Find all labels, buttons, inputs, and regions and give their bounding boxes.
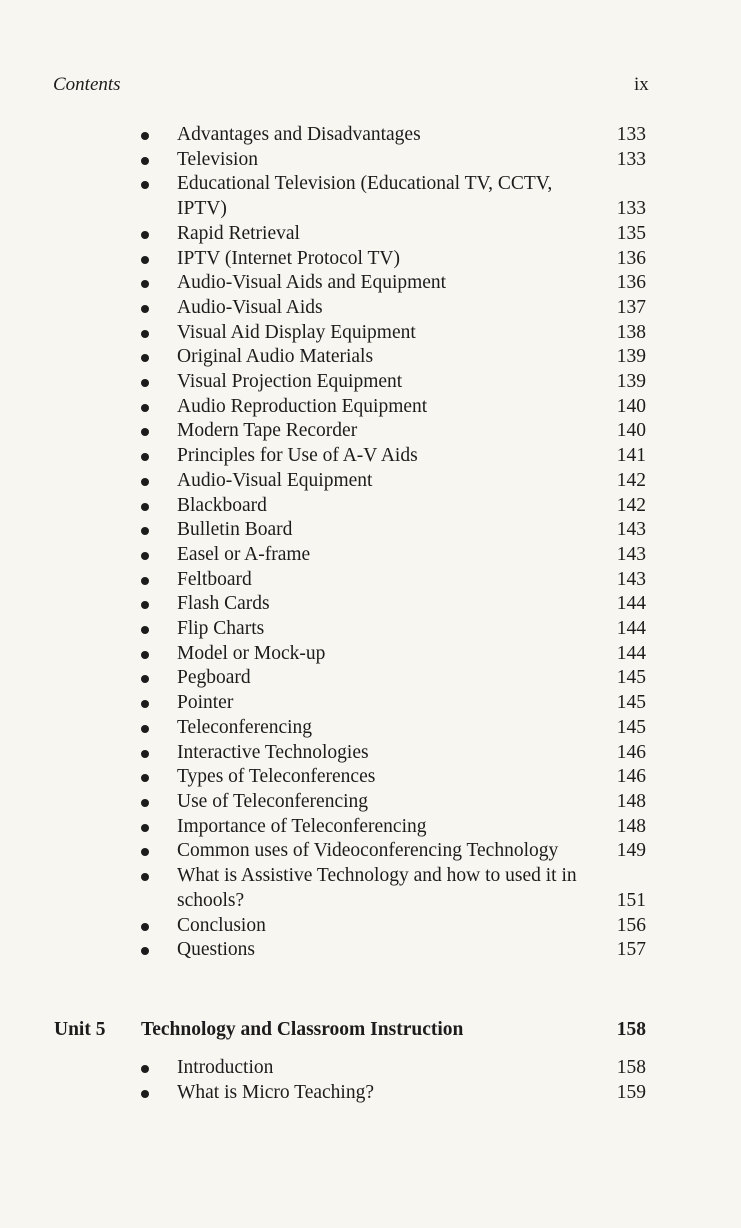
toc-entry-title: Types of Teleconferences [177,766,376,788]
toc-entry-title: Audio-Visual Aids and Equipment [177,272,447,294]
toc-entry-page: 136 [616,272,646,294]
unit-number: Unit 5 [54,1019,106,1040]
toc-entry-page: 149 [616,840,646,862]
toc-entry-page: 158 [616,1057,646,1078]
toc-entry-title: Visual Projection Equipment [177,371,403,393]
toc-entry [0,370,741,395]
bullet-icon [141,601,149,609]
toc-entry [0,617,741,642]
running-header-title: Contents [53,74,121,95]
toc-entry-title: Rapid Retrieval [177,222,300,244]
bullet-icon [141,527,149,535]
unit-toc-list [0,1056,741,1105]
toc-entry-title: Educational Television (Educational TV, CCTV, IPTV) [177,173,553,220]
bullet-icon [141,675,149,683]
bullet-icon [141,947,149,955]
toc-entry-page: 144 [616,618,646,640]
unit-title: Technology and Classroom Instruction [141,1019,464,1040]
toc-entry [0,444,741,469]
bullet-icon [141,873,149,881]
toc-entry [0,222,741,247]
toc-entry [0,864,741,913]
toc-entry-title: Common uses of Videoconferencing Technology [177,840,559,862]
bullet-icon [141,503,149,511]
toc-entry-title: Original Audio Materials [177,346,374,368]
toc-entry [0,172,741,221]
bullet-icon [141,552,149,560]
toc-entry-page: 142 [616,494,646,516]
toc-entry-title: Feltboard [177,568,252,590]
toc-entry-page: 139 [616,346,646,368]
bullet-icon [141,330,149,338]
toc-entry-page: 139 [616,371,646,393]
toc-entry-title: Flip Charts [177,618,265,640]
toc-entry-page: 138 [616,321,646,343]
toc-entry-page: 143 [616,519,646,541]
toc-entry-title: Pegboard [177,667,251,689]
toc-entry-page: 137 [616,296,646,318]
toc-entry [0,123,741,148]
toc-entry-title: Bulletin Board [177,519,293,541]
toc-entry-page: 157 [616,939,646,961]
bullet-icon [141,280,149,288]
toc-entry [0,592,741,617]
toc-entry-page: 145 [616,692,646,714]
toc-entry-title: What is Micro Teaching? [177,1081,374,1103]
bullet-icon [141,626,149,634]
toc-entry-title: Modern Tape Recorder [177,420,358,442]
toc-entry-page: 144 [616,642,646,664]
toc-entry-title: Blackboard [177,494,267,516]
bullet-icon [141,305,149,313]
toc-entry [0,716,741,741]
toc-entry [0,741,741,766]
toc-entry [0,815,741,840]
toc-entry-title: Advantages and Disadvantages [177,124,421,145]
toc-entry-page: 142 [616,469,646,491]
toc-list [0,123,741,963]
bullet-icon [141,725,149,733]
toc-entry-title: Questions [177,939,255,961]
toc-entry-title: Use of Teleconferencing [177,790,369,812]
toc-entry [0,839,741,864]
toc-entry [0,938,741,963]
toc-entry-title: Visual Aid Display Equipment [177,321,416,343]
toc-entry-title: IPTV (Internet Protocol TV) [177,247,400,269]
toc-entry-page: 143 [616,543,646,565]
toc-entry-title: Easel or A-frame [177,543,311,565]
toc-entry-title: Conclusion [177,914,266,936]
toc-entry-page: 156 [616,914,646,936]
toc-entry-title: Interactive Technologies [177,741,369,763]
toc-entry [0,914,741,939]
toc-entry-page: 144 [616,593,646,615]
toc-entry [0,666,741,691]
toc-entry [0,345,741,370]
toc-entry-page: 146 [616,741,646,763]
toc-entry-title: Teleconferencing [177,716,313,738]
toc-entry-page: 136 [616,247,646,269]
toc-entry-page: 151 [616,889,646,911]
bullet-icon [141,428,149,436]
bullet-icon [141,379,149,387]
toc-entry-page: 143 [616,568,646,590]
toc-entry-title: Principles for Use of A-V Aids [177,445,418,467]
bullet-icon [141,1065,149,1073]
toc-entry-title: What is Assistive Technology and how to used it in schools? [177,865,577,911]
bullet-icon [141,181,149,189]
bullet-icon [141,231,149,239]
toc-entry-page: 140 [616,420,646,442]
toc-entry-page: 133 [616,148,646,170]
bullet-icon [141,1090,149,1098]
bullet-icon [141,478,149,486]
toc-entry-page: 135 [616,222,646,244]
bullet-icon [141,453,149,461]
toc-entry-page: 159 [616,1081,646,1103]
toc-entry-page: 140 [616,395,646,417]
toc-entry-title: Pointer [177,692,234,714]
toc-entry-title: Audio-Visual Equipment [177,469,373,491]
bullet-icon [141,774,149,782]
toc-entry [0,494,741,519]
toc-entry-page: 146 [616,766,646,788]
bullet-icon [141,132,149,140]
toc-entry-title: Television [177,148,258,170]
toc-entry-page: 145 [616,716,646,738]
toc-entry-title: Model or Mock-up [177,642,326,664]
toc-entry [0,419,741,444]
toc-entry [0,642,741,667]
bullet-icon [141,651,149,659]
toc-entry-page: 141 [616,445,646,467]
bullet-icon [141,750,149,758]
bullet-icon [141,824,149,832]
toc-entry [0,790,741,815]
toc-entry [0,691,741,716]
bullet-icon [141,157,149,165]
toc-entry [0,395,741,420]
toc-entry [0,568,741,593]
toc-entry [0,271,741,296]
bullet-icon [141,577,149,585]
toc-entry-page: 133 [616,198,646,220]
unit-page-number: 158 [616,1019,646,1040]
bullet-icon [141,848,149,856]
toc-entry [0,148,741,173]
toc-entry-page: 148 [616,815,646,837]
toc-entry-title: Audio Reproduction Equipment [177,395,428,417]
toc-entry [0,543,741,568]
toc-entry [0,469,741,494]
toc-entry-page: 145 [616,667,646,689]
toc-entry-title: Flash Cards [177,593,270,615]
toc-entry [0,321,741,346]
toc-entry-page: 148 [616,790,646,812]
running-header-page-number: ix [634,74,649,95]
toc-entry-page: 133 [616,124,646,145]
toc-entry [0,518,741,543]
toc-entry [0,1081,741,1106]
bullet-icon [141,404,149,412]
bullet-icon [141,700,149,708]
toc-entry [0,247,741,272]
toc-entry [0,296,741,321]
toc-entry-title: Introduction [177,1057,274,1078]
bullet-icon [141,923,149,931]
bullet-icon [141,354,149,362]
toc-entry [0,1056,741,1081]
toc-entry-title: Importance of Teleconferencing [177,815,427,837]
toc-entry [0,765,741,790]
bullet-icon [141,799,149,807]
toc-entry-title: Audio-Visual Aids [177,296,323,318]
bullet-icon [141,256,149,264]
